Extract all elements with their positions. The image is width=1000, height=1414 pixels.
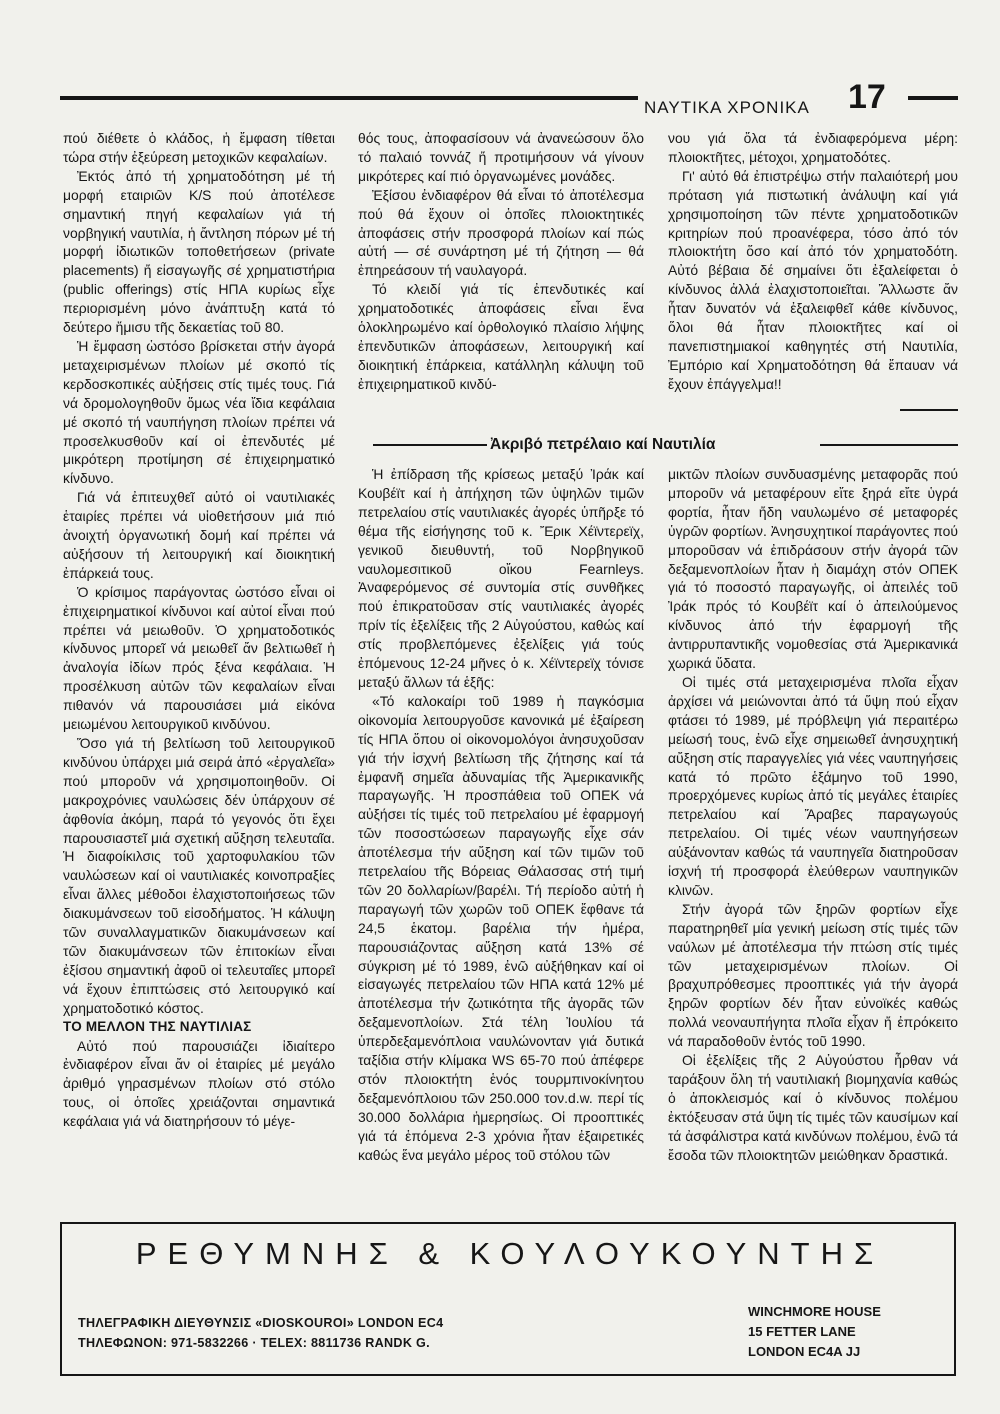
paragraph: Ἡ ἔμφαση ὡστόσο βρίσκεται στήν ἀγορά μεταχειρισμένων πλοίων μέ σκοπό τίς κερδοσκοπικές αὐξήσεις στίς τιμές τους. Γιά νά δρομολογηθοῦν ὅμως νέα ἴδια κεφάλαια μέ σκοπό τή ναυπήγηση πλοίων πρέπει νά προσελκυσθοῦν καί οἱ ἐπενδυτές μέ μικρότερη προτίμηση σέ ἐπιχειρηματικό κίνδυνο. xyxy=(63,337,335,487)
column-3-top xyxy=(668,129,958,415)
telegraphic-address: ΤΗΛΕΓΡΑΦΙΚΗ ΔΙΕΥΘΥΝΣΙΣ «DIOSKOUROI» LONDON EC4 xyxy=(78,1316,444,1330)
headline-rule-right xyxy=(820,444,958,446)
headline-rule-left xyxy=(373,444,487,446)
paragraph: Γι' αὐτό θά ἐπιστρέψω στήν παλαιότερή μου πρόταση γιά πιστωτική ἀνάλυψη καί γιά χρησιμοποίηση τῶν πέντε χρηματοδοτικῶν κριτηρίων πού προανέφερα, τόσο ἀπό τόν πλοιοκτήτη ὅσο καί ἀπό τόν χρηματοδότη. Αὐτό βέβαια δέ σημαίνει ὅτι ἐξαλείφεται ὁ κίνδυνος ἀλλά ἐλαχιστοποιεῖται. Ἄλλωστε ἄν ἦταν δυνατόν νά ἐξαλειφθεῖ κάθε κίνδυνος, ὅλοι θά ἦταν πλοιοκτῆτες καί οἱ πανεπιστημιακοί καθηγητές στή Ναυτιλία, Ἐμπόριο καί Χρηματοδότηση θά ἔπαυαν νά ἔχουν ἐπάγγελμα!! xyxy=(668,167,958,392)
page-number: 17 xyxy=(848,78,886,116)
paragraph: «Τό καλοκαίρι τοῦ 1989 ἡ παγκόσμια οἰκονομία λειτουργοῦσε κανονικά μέ ἐξαίρεση τίς ΗΠΑ ὅπου οἱ οἰκονομολόγοι ἀνησυχοῦσαν γιά τήν ἰσχνή βελτίωση τῆς ζήτησης καί τά ἐμφανῆ σημεῖα ἀδυναμίας τῆς Ἀμερικανικῆς παραγωγῆς. Ἡ προσπάθεια τοῦ ΟΠΕΚ νά αὐξήσει τίς τιμές τοῦ πετρελαίου μέ ἐφαρμογή τῶν ποσοστώσεων παραγωγῆς εἶχε σάν ἀποτέλεσμα τήν αὔξηση καί τῶν τιμῶν τοῦ πετρελαίου τῆς Βόρειας Θάλασσας στή τιμή τῶν 20 δολλαρίων/βαρέλι. Τή περίοδο αὐτή ἡ παραγωγή τῶν χωρῶν τοῦ ΟΠΕΚ ἔφθανε τά 24,5 ἑκατομ. βαρέλια τήν ἡμέρα, παρουσιάζοντας αὔξηση κατά 13% σέ σύγκριση μέ τό 1989, ἐνῶ αὐξήθηκαν καί οἱ εἰσαγωγές πετρελαίου τῶν ΗΠΑ κατά 12% μέ ἀποτέλεσμα τήν ζωτικότητα τῆς ἀγορᾶς τῶν δεξαμενοπλοίων. Στά τέλη Ἰουλίου τά ὑπερδεξαμενόπλοια ναυλώνονταν γιά δυτικά ταξίδια στήν κλίμακα WS 65-70 πού ἀπέφερε στόν πλοιοκτήτη ἑνός τουρμπινοκίνητου δεξαμενόπλοιου τῶν 250.000 τον.d.w. περί τίς 30.000 δολλάρια ἡμερησίως. Οἱ προοπτικές γιά τά ἑπόμενα 2-3 χρόνια ἦταν ἐξαιρετικές καθώς ἕνα μεγάλο μέρος τοῦ στόλου τῶν xyxy=(358,692,644,1163)
paragraph: Αὐτό πού παρουσιάζει ἰδιαίτερο ἐνδιαφέρον εἶναι ἄν οἱ ἑταιρίες μέ μεγάλο ἀριθμό γηρασμένων πλοίων στό στόλο τους, οἱ ὁποῖες χρειάζονται σημαντικά κεφάλαια γιά νά διατηρήσουν τό μέγε- xyxy=(63,1037,335,1130)
address-line: WINCHMORE HOUSE xyxy=(748,1304,881,1319)
column-2-top xyxy=(358,129,644,441)
header-rule-right xyxy=(908,96,958,100)
column-1 xyxy=(63,129,335,1219)
advertisement-box xyxy=(60,1222,956,1376)
paragraph: Ὅσο γιά τή βελτίωση τοῦ λειτουργικοῦ κινδύνου ὑπάρχει μιά σειρά ἀπό «ἐργαλεῖα» πού μποροῦν νά χρησιμοποιηθοῦν. Οἱ μακροχρόνιες ναυλώσεις δέν ὑπάρχουν σέ ἀφθονία ἀκόμη, παρά τό γεγονός ὅτι ἔχει παρουσιαστεῖ μιά σχετική αὔξηση τελευταῖα. Ἡ διαφοίκιλσις τοῦ χαρτοφυλακίου τῶν ναυλώσεων καί οἱ ναυτιλιακές κοινοπραξίες εἶναι ἄλλες μέθοδοι ἐλαχιστοποιήσεως τῶν διακυμάνσεων τοῦ εἰσοδήματος. Ἡ κάλυψη τῶν συναλλαγματικῶν διακυμάνσεων καί τῶν διακυμάνσεων τῶν ἐπιτοκίων εἶναι ἐξίσου σημαντική ἀφοῦ οἱ τελευταῖες μπορεῖ νά ἔχουν ἐπιπτώσεις στό λειτουργικό καί χρηματοδοτικό κόστος. xyxy=(63,735,335,1016)
phone-telex: ΤΗΛΕΦΩΝΟΝ: 971-5832266 · TELEX: 8811736 RANDK G. xyxy=(78,1336,430,1350)
paragraph: Οἱ ἐξελίξεις τῆς 2 Αὐγούστου ἦρθαν νά ταράξουν ὅλη τή ναυτιλιακή βιομηχανία καθώς ὁ ἀποκλεισμός καί ὁ κίνδυνος πολέμου ἐκτόξευσαν στά ὕψη τίς τιμές τῶν καυσίμων καί τά ἀσφάλιστρα κατά κινδύνων πολέμου, ἐνῶ τά ἔσοδα τῶν πλοιοκτητῶν μειώθηκαν δραστικά. xyxy=(668,1052,958,1163)
paragraph: Τό κλειδί γιά τίς ἐπενδυτικές καί χρηματοδοτικές ἀποφάσεις εἶναι ἕνα ὁλοκληρωμένο καί ὀρθολογικό πλαίσιο λήψης ἐπενδυτικῶν ἀποφάσεων, λειτουργική καί διοικητική ἐπάρκεια, κατάλληλη κάλυψη τοῦ ἐπιχειρηματικοῦ κινδύ- xyxy=(358,281,644,392)
advertiser-name: ΡΕΘΥΜΝΗΣ & ΚΟΥΛΟΥΚΟΥΝΤΗΣ xyxy=(135,1236,885,1271)
paragraph: Ἡ ἐπίδραση τῆς κρίσεως μεταξύ Ἰράκ καί Κουβέϊτ καί ἡ ἀπήχηση τῶν ὑψηλῶν τιμῶν πετρελαίου στίς ναυτιλιακές ἀγορές ὑπῆρξε τό θέμα τῆς εἰσήγησης τοῦ κ. Ἔρικ Χέϊντερεϊχ, γενικοῦ διευθυντή, τοῦ Νορβηγικοῦ ναυλομεσιτικοῦ οἴκου Fearnleys. Ἀναφερόμενος σέ συντομία στίς συνθῆκες πού ἐπικρατοῦσαν στίς ναυτιλιακές ἀγορές πρίν τίς ἐξελίξεις τῆς 2 Αὐγούστου, καθώς καί στίς προβλεπόμενες ἐξελίξεις γιά τούς ἐπόμενους 12-24 μῆνες ὁ κ. Χέϊντερεϊχ τόνισε μεταξύ ἄλλων τά ἑξῆς: xyxy=(358,466,644,690)
section-subheading: ΤΟ ΜΕΛΛΟΝ ΤΗΣ ΝΑΥΤΙΛΙΑΣ xyxy=(63,1018,252,1034)
paragraph: Ἐξίσου ἐνδιαφέρον θά εἶναι τό ἀποτέλεσμα πού θά ἔχουν οἱ ὁποῖες πλοιοκτητικές ἀποφάσεις στήν προσφορά πλοίων καί πώς αὐτή — σέ συνάρτηση μέ τή ζήτηση — θά ἐπηρεάσουν τή ναυλαγορά. xyxy=(358,186,644,279)
publication-title: ΝΑΥΤΙΚΑ ΧΡΟΝΙΚΑ xyxy=(644,98,810,117)
article2-column-3 xyxy=(668,465,958,1225)
paragraph: πού διέθετε ὁ κλάδος, ἡ ἔμφαση τίθεται τώρα στήν ἐξεύρεση μετοχικῶν κεφαλαίων. xyxy=(63,130,335,165)
paragraph: νου γιά ὅλα τά ἐνδιαφερόμενα μέρη: πλοιοκτῆτες, μέτοχοι, χρηματοδότες. xyxy=(668,130,958,165)
paragraph: μικτῶν πλοίων συνδυασμένης μεταφορᾶς πού μποροῦν νά μεταφέρουν εἴτε ξηρά εἴτε ὑγρά φορτία, ἦταν ἤδη ναυλωμένο σέ μεταφορές ὑγρῶν φορτίων. Ἀνησυχητικοί παράγοντες πού μποροῦσαν νά ἐπιδράσουν στήν ἀγορά τῶν δεξαμενοπλοίων ἦταν ἡ διαμάχη στόν ΟΠΕΚ γιά τό ποσοστό παραγωγῆς, οἱ ἀπειλές τοῦ Ἰράκ πρός τό Κουβέϊτ καί ὁ ἀπειλούμενος κίνδυνος ἀπό τήν ἐφαρμογή τῆς ἀντιρρυπαντικῆς νομοθεσίας στά Ἀμερικανικά χωρικά ὕδατα. xyxy=(668,466,958,672)
paragraph: Γιά νά ἐπιτευχθεῖ αὐτό οἱ ναυτιλιακές ἑταιρίες πρέπει νά υἱοθετήσουν μιά πιό ἀνοιχτή ὀργανωτική δομή καί πρέπει νά αὐξήσουν τή λειτουργική καί διοικητική ἐπάρκειά τους. xyxy=(63,489,335,581)
article2-column-2 xyxy=(358,465,644,1225)
paragraph: Οἱ τιμές στά μεταχειρισμένα πλοῖα εἶχαν ἀρχίσει νά μειώνονται ἀπό τά ὕψη πού εἶχαν φτάσει τό 1989, μέ πρόβλεψη γιά περαιτέρω μείωσή τους, ἐνῶ εἶχε σημειωθεῖ ἀνησυχητική αὔξηση στίς παραγγελίες γιά νέες ναυπηγήσεις κατά τό πρῶτο ἑξάμηνο τοῦ 1990, προερχόμενες κυρίως ἀπό τίς μεγάλες ἑταιρίες πετρελαίου καί Ἄραβες παραγωγούς πετρελαίου. Οἱ τιμές νέων ναυπηγήσεων αὐξάνονταν καθώς τά ναυπηγεῖα διατηροῦσαν ἰσχνή τή προσφορά ἐλεύθερων ναυπηγικῶν κλινῶν. xyxy=(668,673,958,898)
header-rule-left xyxy=(60,96,638,100)
paragraph: θός τους, ἀποφασίσουν νά ἀνανεώσουν ὅλο τό παλαιό τοννάζ ἤ προτιμήσουν νά γίνουν μικρότερες καί πιό ὀργανωμένες μονάδες. xyxy=(358,130,644,184)
article-headline: Ἀκριβό πετρέλαιο καί Ναυτιλία xyxy=(490,436,716,453)
paragraph: Ἐκτός ἀπό τή χρηματοδότηση μέ τή μορφή εταιριῶν K/S πού ἀποτέλεσε σημαντική πηγή κεφαλαίων γιά τή νορβηγική ναυτιλία, ἡ ἄντληση πόρων μέ τή μορφή ἰδιωτικῶν τοποθετήσεων (private placements) ἤ εἰσαγωγῆς σέ χρηματιστήρια (public offerings) στίς ΗΠΑ κυρίως εἶχε περιορισμένη μόνο ἀνάπτυξη κατά τό δεύτερο ἥμισυ τῆς δεκαετίας τοῦ 80. xyxy=(63,167,335,336)
address-line: 15 FETTER LANE xyxy=(748,1324,856,1339)
paragraph: Ὁ κρίσιμος παράγοντας ὡστόσο εἶναι οἱ ἐπιχειρηματικοί κίνδυνοι καί αὐτοί εἶναι πού πρέπει νά μειωθοῦν. Ὁ χρηματοδοτικός κίνδυνος μπορεῖ νά μειωθεῖ ἄν βελτιωθεῖ ἡ ἀναλογία ἰδίων πρός ξένα κεφάλαια. Ἡ προσέλκυση αὐτῶν τῶν κεφαλαίων εἶναι πιθανόν νά παρουσιάσει μιά εἰκόνα μειωμένου λειτουργικοῦ κινδύνου. xyxy=(63,583,335,733)
article-end-rule xyxy=(900,409,958,411)
address-line: LONDON EC4A JJ xyxy=(748,1344,861,1359)
paragraph: Στήν ἀγορά τῶν ξηρῶν φορτίων εἶχε παρατηρηθεῖ μία γενική μείωση στίς τιμές τῶν ναύλων μέ ἀποτέλεσμα τήν πτώση στίς τιμές τῶν μεταχειρισμένων πλοίων. Οἱ βραχυπρόθεσμες προοπτικές γιά τήν ἀγορά ξηρῶν φορτίων δέν ἦταν εὐνοϊκές καθώς πολλά νεοναυπήγητα πλοῖα εἶχαν ἤ ἐπρόκειτο νά παραδοθοῦν ἐντός τοῦ 1990. xyxy=(668,900,958,1050)
